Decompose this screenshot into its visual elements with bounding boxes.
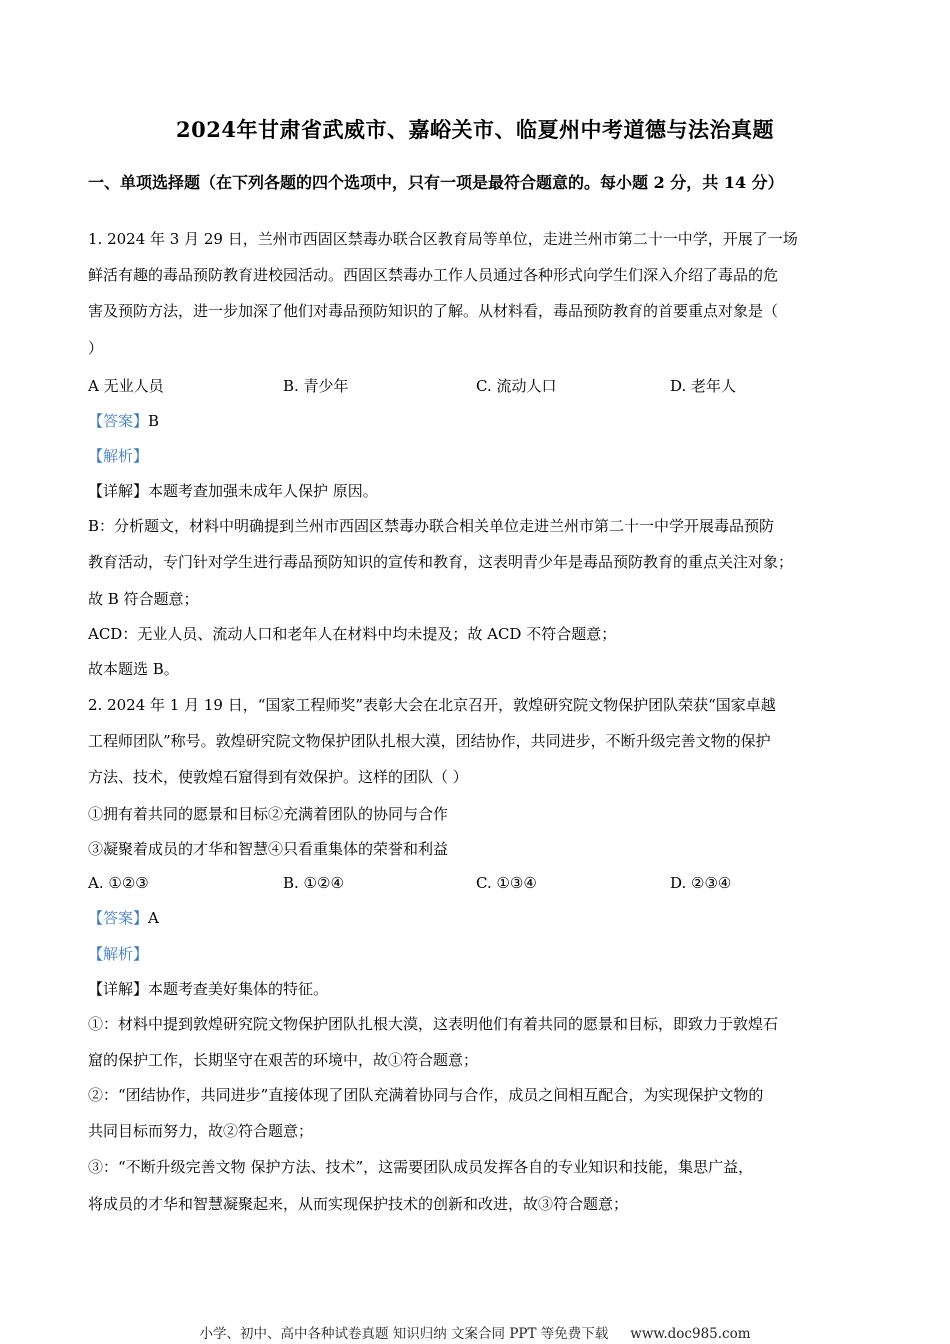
q2-option-d: D. ②③④ bbox=[670, 874, 732, 892]
q2-detail-line: ③：“不断升级完善文物 保护方法、技术”，这需要团队成员发挥各自的专业知识和技能，集思广益， bbox=[88, 1158, 754, 1176]
page-title: 2024年甘肃省武威市、嘉峪关市、临夏州中考道德与法治真题 bbox=[176, 117, 774, 142]
q2-option-c: C. ①③④ bbox=[476, 874, 537, 892]
q2-detail-line: ②：“团结协作，共同进步”直接体现了团队充满着协同与合作，成员之间相互配合，为实现保护文物的 bbox=[88, 1086, 764, 1104]
q2-stem-line: 工程师团队”称号。敦煌研究院文物保护团队扎根大漠，团结协作，共同进步，不断升级完善文物的保护 bbox=[88, 732, 771, 750]
q2-detail-line: 【详解】本题考查美好集体的特征。 bbox=[88, 980, 329, 998]
q1-analysis-tag: 【解析】 bbox=[88, 447, 149, 465]
q1-stem-line: 1. 2024 年 3 月 29 日，兰州市西固区禁毒办联合区教育局等单位，走进兰州市第二十一中学，开展了一场 bbox=[88, 230, 798, 248]
q1-option-b: B. 青少年 bbox=[283, 377, 349, 395]
q1-option-d: D. 老年人 bbox=[670, 377, 737, 395]
q1-detail-line: 故本题选 B。 bbox=[88, 660, 179, 678]
q2-detail-line: 共同目标而努力，故②符合题意； bbox=[88, 1122, 314, 1140]
section-heading: 一、单项选择题（在下列各题的四个选项中，只有一项是最符合题意的。每小题 2 分，共 14 分） bbox=[88, 173, 784, 192]
q1-detail-line: 【详解】本题考查加强未成年人保护 原因。 bbox=[88, 482, 378, 500]
q1-stem-line: 鲜活有趣的毒品预防教育进校园活动。西固区禁毒办工作人员通过各种形式向学生们深入介绍了毒品的危 bbox=[88, 266, 779, 284]
q1-stem-line: ） bbox=[88, 339, 104, 357]
q1-option-c: C. 流动人口 bbox=[476, 377, 557, 395]
q2-detail-line: 窟的保护工作，长期坚守在艰苦的环境中，故①符合题意； bbox=[88, 1051, 479, 1069]
q2-answer bbox=[88, 908, 159, 928]
answer-tag: 【答案】 bbox=[88, 412, 149, 430]
q1-detail-line: 教育活动，专门针对学生进行毒品预防知识的宣传和教育，这表明青少年是毒品预防教育的重点关注对象； bbox=[88, 553, 794, 571]
q2-option-a: A. ①②③ bbox=[88, 874, 149, 892]
q1-stem-line: 害及预防方法，进一步加深了他们对毒品预防知识的了解。从材料看，毒品预防教育的首要重点对象是（ bbox=[88, 302, 779, 320]
answer-value: B bbox=[148, 412, 160, 430]
answer-tag: 【答案】 bbox=[88, 909, 149, 927]
q1-detail-line: B：分析题文，材料中明确提到兰州市西固区禁毒办联合相关单位走进兰州市第二十一中学开展毒品预防 bbox=[88, 517, 775, 535]
q2-stem-line: ③凝聚着成员的才华和智慧④只看重集体的荣誉和利益 bbox=[88, 840, 449, 858]
q1-detail-line: ACD：无业人员、流动人口和老年人在材料中均未提及；故 ACD 不符合题意； bbox=[88, 625, 617, 643]
answer-value: A bbox=[148, 909, 159, 927]
footer-text: 小学、初中、高中各种试卷真题 知识归纳 文案合同 PPT 等免费下载 bbox=[199, 1326, 609, 1342]
q2-detail-line: 将成员的才华和智慧凝聚起来，从而实现保护技术的创新和改进，故③符合题意； bbox=[88, 1195, 629, 1213]
footer-url[interactable]: www.doc985.com bbox=[630, 1326, 751, 1342]
q1-option-a: A 无业人员 bbox=[88, 377, 164, 395]
page-footer bbox=[0, 1322, 950, 1342]
q1-answer bbox=[88, 411, 159, 431]
q2-stem-line: ①拥有着共同的愿景和目标②充满着团队的协同与合作 bbox=[88, 805, 449, 823]
q2-detail-line: ①：材料中提到敦煌研究院文物保护团队扎根大漠，这表明他们有着共同的愿景和目标，即致力于敦煌石 bbox=[88, 1015, 779, 1033]
q2-option-b: B. ①②④ bbox=[283, 874, 344, 892]
q2-stem-line: 方法、技术，使敦煌石窟得到有效保护。这样的团队（ ） bbox=[88, 768, 468, 786]
q2-stem-line: 2. 2024 年 1 月 19 日，“国家工程师奖”表彰大会在北京召开，敦煌研究院文物保护团队荣获“国家卓越 bbox=[88, 696, 776, 714]
q2-analysis-tag: 【解析】 bbox=[88, 945, 149, 963]
q1-detail-line: 故 B 符合题意； bbox=[88, 590, 199, 608]
